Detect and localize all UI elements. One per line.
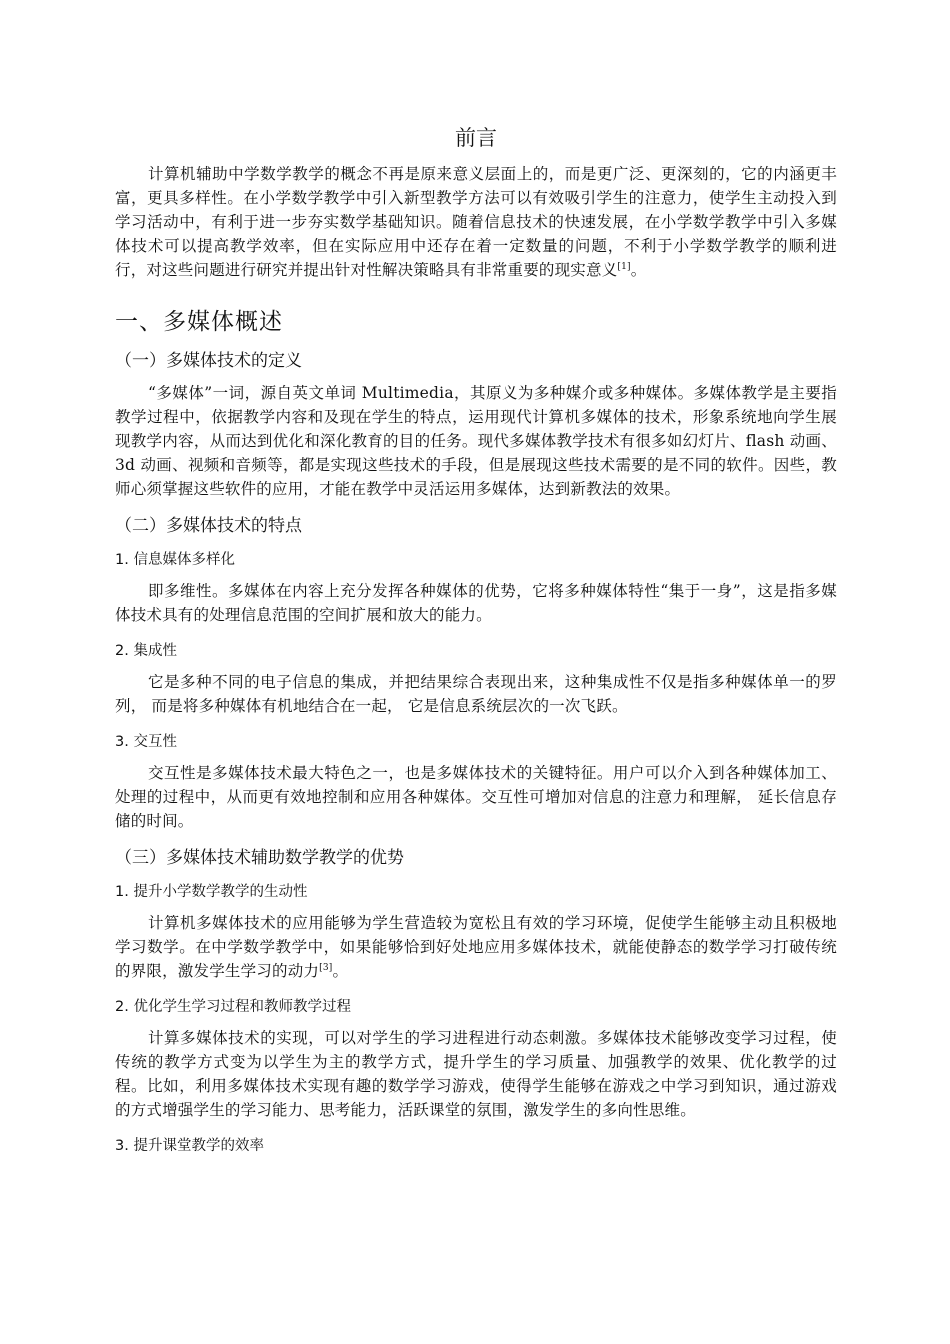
preface-text: 计算机辅助中学数学教学的概念不再是原来意义层面上的，而是更广泛、更深刻的，它的内涵更丰富，更具多样性。在小学数学教学中引入新型教学方法可以有效吸引学生的注意力，使学生主动投入到学习活动中，有利于进一步夯实数学基础知识。随着信息技术的快速发展，在小学数学教学中引入多媒体技术可以提高教学效率，但在实际应用中还存在着一定数量的问题，不利于小学数学教学的顺利进行，对这些问题进行研究并提出针对性解决策略具有非常重要的现实意义 [115,165,837,279]
subheading-vividness: 1. 提升小学数学教学的生动性 [115,884,308,900]
vividness-text: 计算机多媒体技术的应用能够为学生营造较为宽松且有效的学习环境，促使学生能够主动且积极地学习数学。在中学数学教学中，如果能够恰到好处地应用多媒体技术，就能使静态的数学学习打破传统的界限，激发学生学习的动力 [115,914,837,980]
subheading-integration: 2. 集成性 [115,643,177,659]
integration-paragraph: 它是多种不同的电子信息的集成，并把结果综合表现出来，这种集成性不仅是指多种媒体单一的罗列， 而是将多种媒体有机地结合在一起， 它是信息系统层次的一次飞跃。 [115,673,837,715]
subheading-interactivity: 3. 交互性 [115,734,177,750]
preface-title: 前言 [455,126,497,150]
vividness-end: 。 [332,962,349,980]
subheading-diversity: 1. 信息媒体多样化 [115,552,235,568]
diversity-paragraph: 即多维性。多媒体在内容上充分发挥各种媒体的优势，它将多种媒体特性“集于一身”，这是指多媒体技术具有的处理信息范围的空间扩展和放大的能力。 [115,582,837,624]
preface-paragraph [115,162,837,282]
section-heading-features: （二）多媒体技术的特点 [115,516,302,536]
subheading-efficiency: 3. 提升课堂教学的效率 [115,1138,264,1154]
subheading-optimize-process: 2. 优化学生学习过程和教师教学过程 [115,999,351,1015]
citation-ref: [1] [617,261,631,272]
optimize-process-paragraph: 计算多媒体技术的实现，可以对学生的学习进程进行动态刺激。多媒体技术能够改变学习过程，使传统的教学方式变为以学生为主的教学方式，提升学生的学习质量、加强教学的效果、优化教学的过程。比如，利用多媒体技术实现有趣的数学学习游戏，使得学生能够在游戏之中学习到知识，通过游戏的方式增强学生的学习能力、思考能力，活跃课堂的氛围，激发学生的多向性思维。 [115,1029,837,1119]
definition-paragraph: “多媒体”一词，源自英文单词 Multimedia，其原义为多种媒介或多种媒体。多媒体教学是主要指教学过程中，依据教学内容和及现在学生的特点，运用现代计算机多媒体的技术，形象系统地向学生展现教学内容，从而达到优化和深化教育的目的任务。现代多媒体教学技术有很多如幻灯片、flash 动画、3d 动画、视频和音频等，都是实现这些技术的手段，但是展现这些技术需要的是不同的软件。因些，教师心须掌握这些软件的应用，才能在教学中灵活运用多媒体，达到新教法的效果。 [115,384,837,498]
chapter-heading: 一、多媒体概述 [115,309,283,335]
preface-end: 。 [630,261,647,279]
document-body [115,122,837,1165]
interactivity-paragraph: 交互性是多媒体技术最大特色之一，也是多媒体技术的关键特征。用户可以介入到各种媒体加工、处理的过程中，从而更有效地控制和应用各种媒体。交互性可增加对信息的注意力和理解， 延长信息存储的时间。 [115,764,837,830]
citation-ref: [3] [319,962,333,973]
section-heading-advantages: （三）多媒体技术辅助数学教学的优势 [115,848,404,868]
section-heading-definition: （一）多媒体技术的定义 [115,351,302,371]
vividness-paragraph [115,911,837,983]
